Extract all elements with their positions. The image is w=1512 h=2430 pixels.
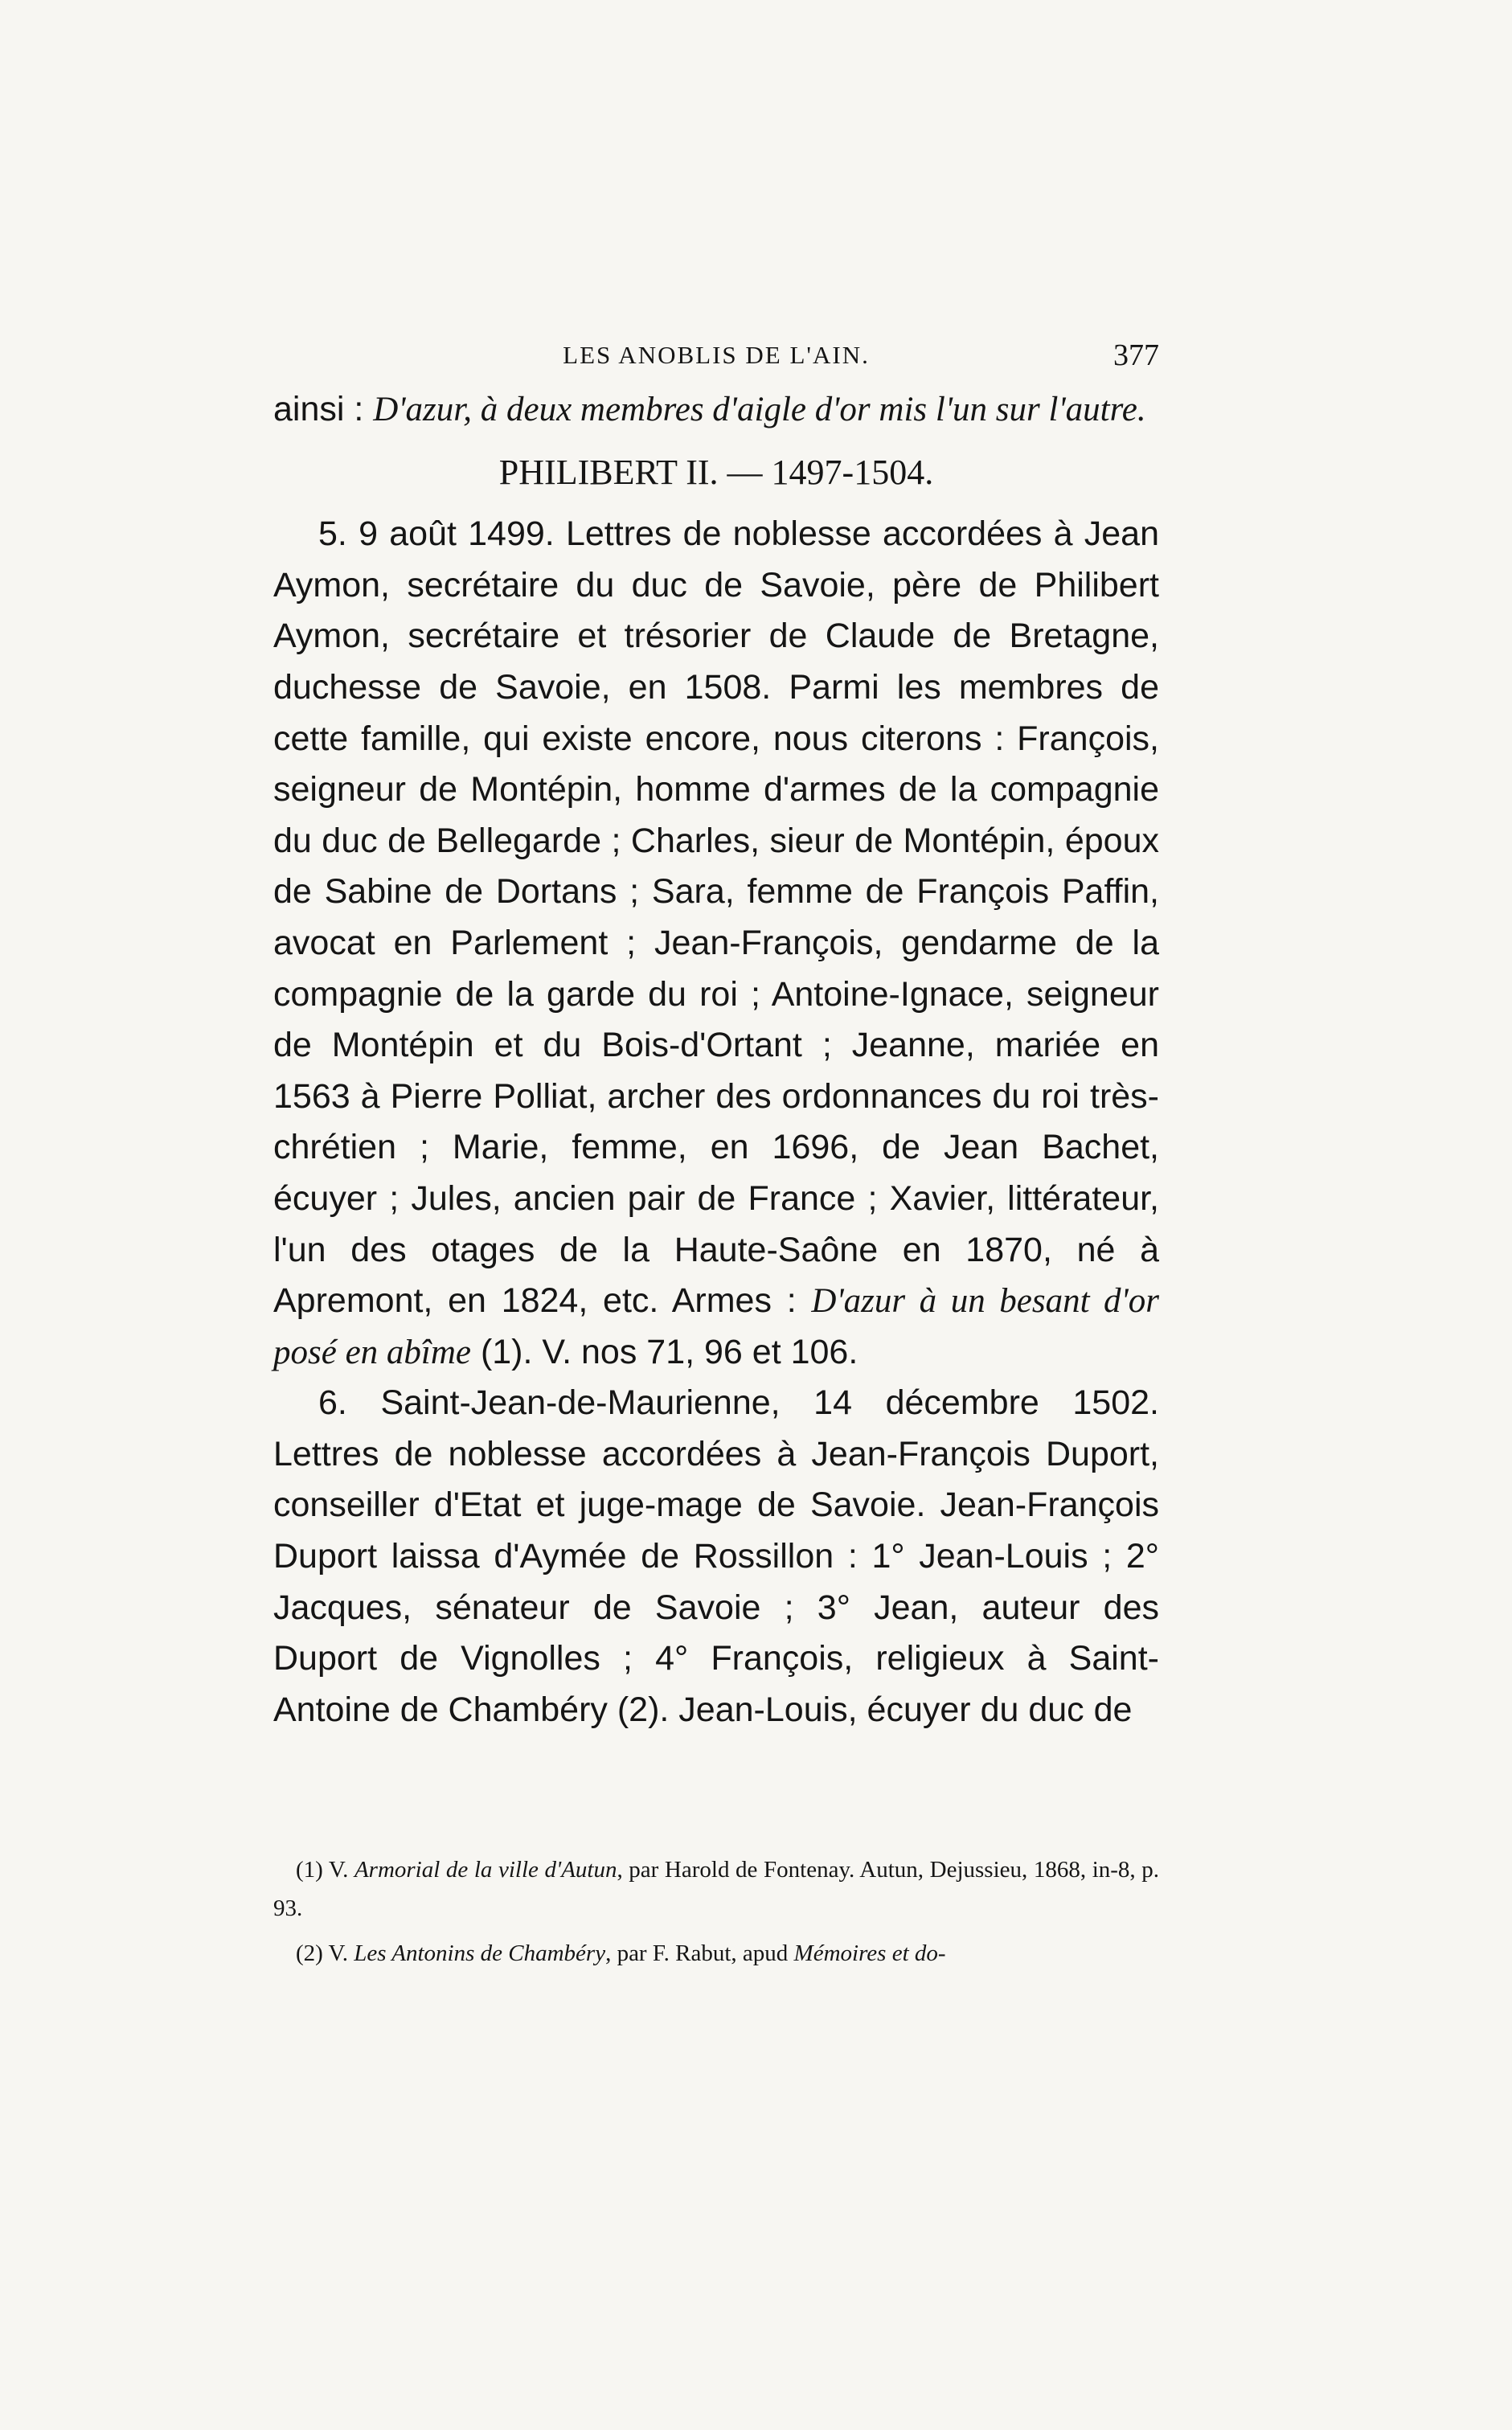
footnote-2-mark: (2) V. bbox=[296, 1940, 354, 1966]
paragraph-lead: ainsi : bbox=[273, 390, 374, 428]
footnote-1-title: Armorial de la ville d'Autun bbox=[354, 1857, 617, 1883]
blazon-italic: D'azur, à deux membres d'aigle d'or mis l'un sur l'autre. bbox=[373, 391, 1146, 428]
paragraph-continuation bbox=[273, 384, 1159, 436]
entry-5-tail: (1). V. nos 71, 96 et 106. bbox=[471, 1332, 858, 1371]
entry-5-text: 5. 9 août 1499. Lettres de noblesse accordées à Jean Aymon, secrétaire du duc de Savoie, père de Philibert Aymon, secrétaire et trésorier de Claude de Bretagne, duchesse de Savoie, en 1508. Parmi les membres de cette famille, qui existe encore, nous citerons : François, seigneur de Montépin, homme d'armes de la compagnie du duc de Bellegarde ; Charles, sieur de Montépin, époux de Sabine de Dortans ; Sara, femme de François Paffin, avocat en Parlement ; Jean-François, gendarme de la compagnie de la garde du roi ; Antoine-Ignace, seigneur de Montépin et du Bois-d'Ortant ; Jeanne, mariée en 1563 à Pierre Polliat, archer des ordonnances du roi très-chrétien ; Marie, femme, en 1696, de Jean Bachet, écuyer ; Jules, ancien pair de France ; Xavier, littérateur, l'un des otages de la Haute-Saône en 1870, né à Apremont, en 1824, etc. Armes : bbox=[273, 514, 1159, 1321]
section-heading: PHILIBERT II. — 1497-1504. bbox=[498, 452, 934, 492]
main-text bbox=[273, 384, 1159, 1735]
footnote-2-title: Les Antonins de Chambéry bbox=[354, 1940, 606, 1966]
footnote-1-mark: (1) V. bbox=[296, 1857, 354, 1883]
footnote-2-title2: Mémoires et do- bbox=[793, 1940, 946, 1966]
footnote-1-rest: , par Harold de Fontenay. Autun, Dejussieu, 1868, in-8, p. 93. bbox=[273, 1857, 1159, 1921]
footnote-1 bbox=[273, 1850, 1159, 1928]
running-title: LES ANOBLIS DE L'AIN. bbox=[563, 341, 870, 369]
footnotes bbox=[273, 1850, 1159, 1979]
entry-6: 6. Saint-Jean-de-Maurienne, 14 décembre 1502. Lettres de noblesse accordées à Jean-François Duport, conseiller d'Etat et juge-mage de Savoie. Jean-François Duport laissa d'Aymée de Rossillon : 1° Jean-Louis ; 2° Jacques, sénateur de Savoie ; 3° Jean, auteur des Duport de Vignolles ; 4° François, religieux à Saint-Antoine de Chambéry (2). Jean-Louis, écuyer du duc de bbox=[273, 1383, 1159, 1729]
page-number: 377 bbox=[1113, 338, 1159, 372]
running-header bbox=[273, 331, 1159, 379]
entry-5-blazon: D'azur à un besant d'or posé en abîme bbox=[273, 1282, 1159, 1371]
entry-5 bbox=[273, 509, 1159, 1378]
footnote-2 bbox=[273, 1934, 1159, 1973]
footnote-2-rest: , par F. Rabut, apud bbox=[605, 1940, 794, 1966]
